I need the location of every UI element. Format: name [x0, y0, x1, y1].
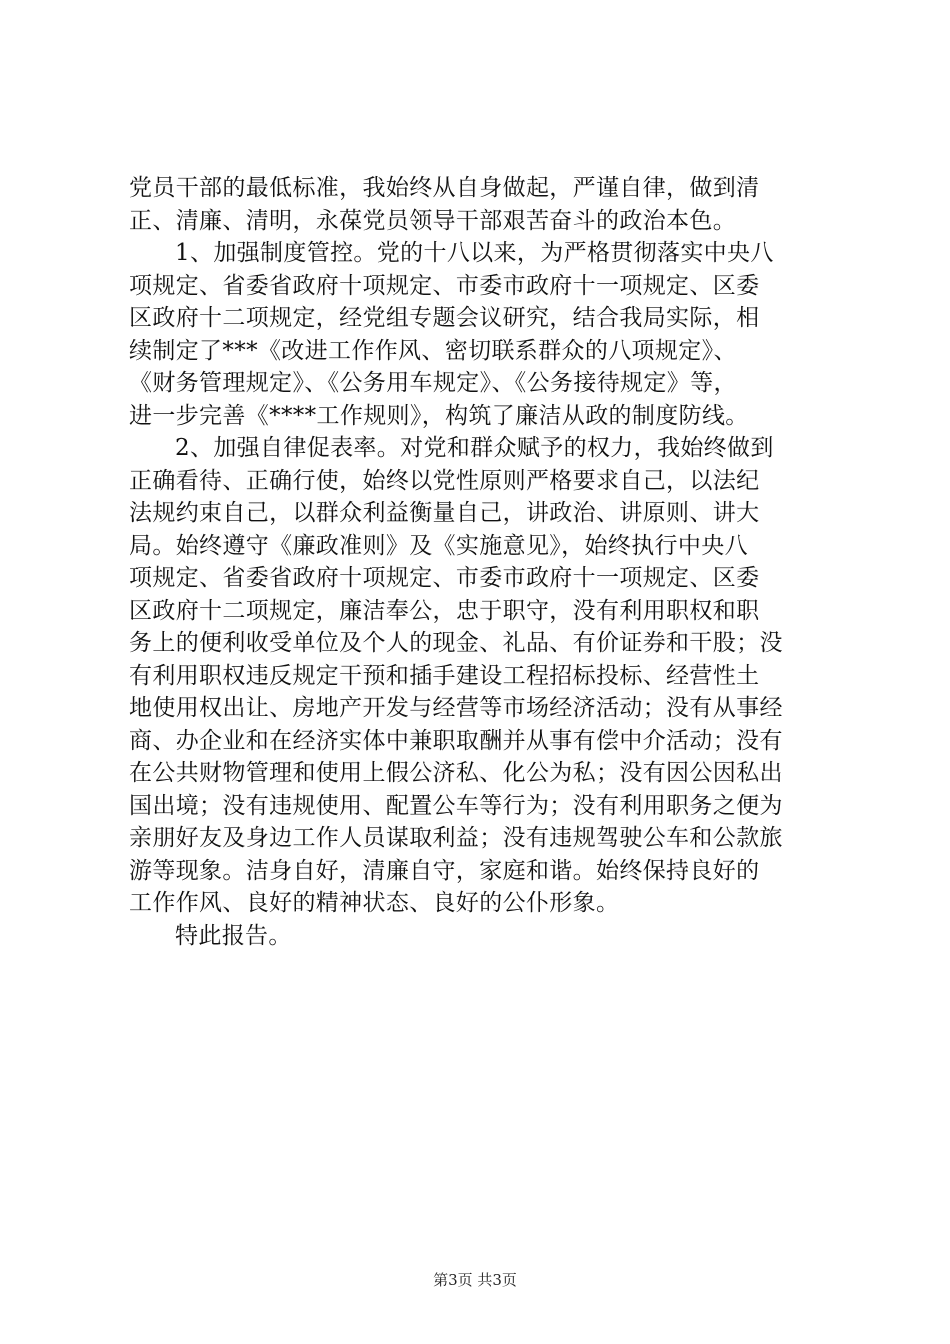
- paragraph-line: 《财务管理规定》、《公务用车规定》、《公务接待规定》等，: [129, 370, 737, 396]
- paragraph-line: 项规定、省委省政府十项规定、市委市政府十一项规定、区委: [129, 565, 760, 591]
- paragraph-line: 特此报告。: [175, 922, 292, 949]
- paragraph-line: 地使用权出让、房地产开发与经营等市场经济活动；没有从事经: [129, 695, 783, 721]
- paragraph-line: 党员干部的最低标准，我始终从自身做起，严谨自律，做到清: [129, 175, 760, 201]
- page-footer: 第3页 共3页: [433, 1271, 517, 1289]
- paragraph-line: 务上的便利收受单位及个人的现金、礼品、有价证券和干股；没: [129, 630, 783, 656]
- paragraph-line: 局。始终遵守《廉政准则》及《实施意见》，始终执行中央八: [129, 532, 748, 559]
- document-body: [129, 172, 829, 952]
- paragraph-line: 续制定了***《改进工作作风、密切联系群众的八项规定》、: [129, 337, 737, 364]
- paragraph-line: 项规定、省委省政府十项规定、市委市政府十一项规定、区委: [129, 272, 760, 299]
- paragraph-line: 商、办企业和在经济实体中兼职取酬并从事有偿中介活动；没有: [129, 727, 783, 754]
- paragraph-line: 工作作风、良好的精神状态、良好的公仆形象。: [129, 890, 620, 916]
- paragraph-line: 亲朋好友及身边工作人员谋取利益；没有违规驾驶公车和公款旅: [129, 825, 783, 851]
- paragraph-line: 1、加强制度管控。党的十八以来，为严格贯彻落实中央八: [175, 240, 774, 266]
- paragraph-line: 2、加强自律促表率。对党和群众赋予的权力，我始终做到: [175, 435, 774, 461]
- paragraph-line: 游等现象。洁身自好，清廉自守，家庭和谐。始终保持良好的: [129, 857, 760, 884]
- paragraph-line: 区政府十二项规定，经党组专题会议研究，结合我局实际，相: [129, 305, 760, 331]
- paragraph-line: 区政府十二项规定，廉洁奉公，忠于职守，没有利用职权和职: [129, 597, 760, 624]
- paragraph-line: 正确看待、正确行使，始终以党性原则严格要求自己，以法纪: [129, 467, 760, 494]
- paragraph-line: 进一步完善《****工作规则》，构筑了廉洁从政的制度防线。: [129, 402, 749, 429]
- paragraph-line: 正、清廉、清明，永葆党员领导干部艰苦奋斗的政治本色。: [129, 207, 737, 234]
- paragraph-line: 国出境；没有违规使用、配置公车等行为；没有利用职务之便为: [129, 792, 783, 819]
- paragraph-line: 法规约束自己，以群众利益衡量自己，讲政治、讲原则、讲大: [129, 500, 760, 526]
- paragraph-line: 在公共财物管理和使用上假公济私、化公为私；没有因公因私出: [129, 760, 783, 786]
- paragraph-line: 有利用职权违反规定干预和插手建设工程招标投标、经营性土: [129, 662, 760, 689]
